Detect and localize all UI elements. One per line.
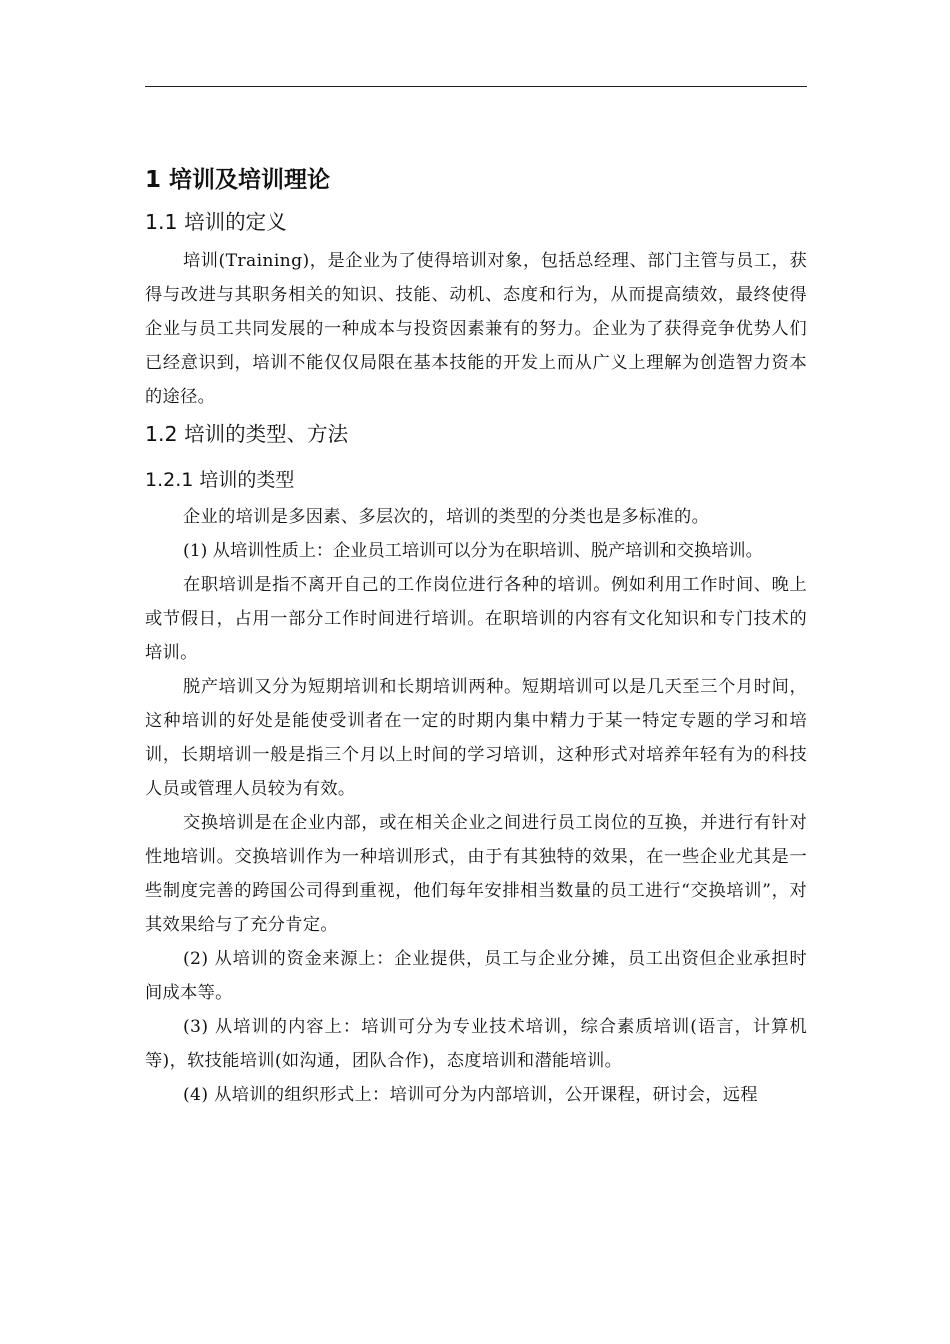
types-item-1: (1) 从培训性质上：企业员工培训可以分为在职培训、脱产培训和交换培训。 (183, 541, 763, 561)
chapter-heading: 1 培训及培训理论 (145, 167, 331, 193)
types-item-4: (4) 从培训的组织形式上：培训可分为内部培训，公开课程，研讨会，远程 (183, 1085, 758, 1105)
definition-paragraph: 培训(Training)，是企业为了使得培训对象，包括总经理、部门主管与员工，获得与改进与其职务相关的知识、技能、动机、态度和行为，从而提高绩效，最终使得企业与员工共同发展的一种成本与投资因素兼有的努力。企业为了获得竞争优势人们已经意识到，培训不能仅仅局限在基本技能的开发上而从广义上理解为创造智力资本的途径。 (145, 251, 807, 407)
section-heading-1-2: 1.2 培训的类型、方法 (145, 422, 349, 446)
exchange-training-paragraph: 交换培训是在企业内部，或在相关企业之间进行员工岗位的互换，并进行有针对性地培训。交换培训作为一种培训形式，由于有其独特的效果，在一些企业尤其是一些制度完善的跨国公司得到重视，他们每年安排相当数量的员工进行“交换培训”，对其效果给与了充分肯定。 (145, 813, 807, 935)
subsection-heading-1-2-1: 1.2.1 培训的类型 (145, 469, 295, 491)
header-rule (145, 86, 807, 87)
off-job-training-paragraph: 脱产培训又分为短期培训和长期培训两种。短期培训可以是几天至三个月时间，这种培训的好处是能使受训者在一定的时期内集中精力于某一特定专题的学习和培训，长期培训一般是指三个月以上时间的学习培训，这种形式对培养年轻有为的科技人员或管理人员较为有效。 (145, 677, 807, 799)
types-intro-paragraph: 企业的培训是多因素、多层次的，培训的类型的分类也是多标准的。 (183, 507, 710, 527)
types-item-3: (3) 从培训的内容上：培训可分为专业技术培训，综合素质培训(语言，计算机等)，软技能培训(如沟通，团队合作)，态度培训和潜能培训。 (145, 1017, 807, 1071)
on-job-training-paragraph: 在职培训是指不离开自己的工作岗位进行各种的培训。例如利用工作时间、晚上或节假日，占用一部分工作时间进行培训。在职培训的内容有文化知识和专门技术的培训。 (145, 575, 807, 663)
document-body (145, 160, 807, 1112)
types-item-2: (2) 从培训的资金来源上：企业提供，员工与企业分摊，员工出资但企业承担时间成本等。 (145, 949, 807, 1003)
section-heading-1-1: 1.1 培训的定义 (145, 210, 287, 234)
